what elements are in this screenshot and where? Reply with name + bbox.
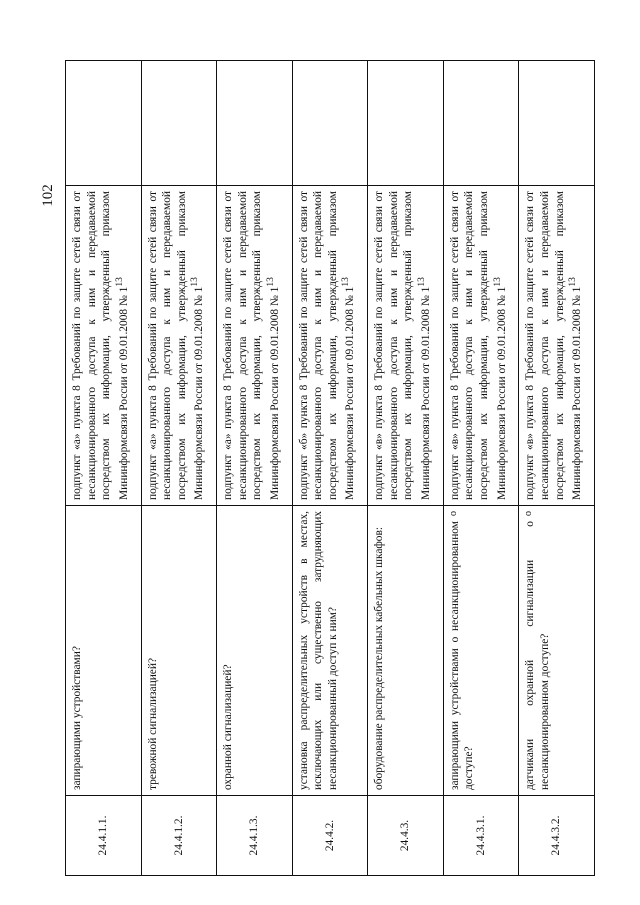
question-cell: охранной сигнализацией? [217,506,293,796]
table-row [217,61,293,876]
table-row [141,61,217,876]
requirements-table [65,60,595,876]
footnote-mark: 13 [417,277,428,287]
table-row [368,61,444,876]
page-number [38,155,58,235]
empty-cell [141,61,217,186]
question-cell [519,506,595,796]
footnote-mark: 13 [568,277,579,287]
row-number: 24.4.3.2. [519,796,595,876]
question-cell: запирающими устройствами? [66,506,142,796]
question-text: датчиками охранной сигнализации о несанкционированном доступе? [524,521,551,790]
footnote-mark: 13 [114,277,125,287]
reference-cell [292,186,368,506]
row-number: 24.4.1.2. [141,796,217,876]
table-row [292,61,368,876]
reference-text: подпункт «а» пункта 8 Требований по защите сетей связи от несанкционированного доступа к ним и передаваемой посредством их информации, утвержденный приказом Мининформсвязи России от 09.01.2008 № 1 [222,191,281,500]
table-row [519,61,595,876]
row-number: 24.4.1.1. [66,796,142,876]
reference-cell [141,186,217,506]
row-number: 24.4.1.3. [217,796,293,876]
page-number-text: 102 [39,183,56,207]
question-cell: тревожной сигнализацией? [141,506,217,796]
footnote-mark: 13 [265,277,276,287]
empty-cell [443,61,519,186]
table-row [443,61,519,876]
question-text: запирающими устройствами о несанкционированном доступе? [448,521,476,790]
reference-text: подпункт «в» пункта 8 Требований по защите сетей связи от несанкционированного доступа к ним и передаваемой посредством их информации, утвержденный приказом Мининформсвязи России от 09.01.2008 № 1 [448,191,508,500]
reference-text: подпункт «б» пункта 8 Требований по защите сетей связи от несанкционированного доступа к ним и передаваемой посредством их информации, утвержденный приказом Мининформсвязи России от 09.01.2008 № 1 [297,191,357,500]
question-cell: установка распределительных устройств в местах, исключающих или существенно затрудняющих несанкционированный доступ к ним? [292,506,368,796]
reference-text: подпункт «в» пункта 8 Требований по защите сетей связи от несанкционированного доступа к ним и передаваемой посредством их информации, утвержденный приказом Мининформсвязи России от 09.01.2008 № 1 [524,191,583,500]
table-row [66,61,142,876]
reference-cell [217,186,293,506]
reference-cell [443,186,519,506]
question-cell [443,506,519,796]
circle-marker: о [447,511,459,516]
reference-cell [66,186,142,506]
footnote-mark: 13 [190,277,201,287]
footnote-mark: 13 [492,277,503,287]
reference-cell [519,186,595,506]
question-cell: оборудование распределительных кабельных шкафов: [368,506,444,796]
reference-cell [368,186,444,506]
row-number: 24.4.2. [292,796,368,876]
empty-cell [519,61,595,186]
empty-cell [217,61,293,186]
circle-marker: о [523,511,535,516]
reference-text: подпункт «а» пункта 8 Требований по защите сетей связи от несанкционированного доступа к ним и передаваемой посредством их информации, утвержденный приказом Мининформсвязи России от 09.01.2008 № 1 [71,191,130,500]
row-number: 24.4.3. [368,796,444,876]
footnote-mark: 13 [341,277,352,287]
empty-cell [292,61,368,186]
row-number: 24.4.3.1. [443,796,519,876]
empty-cell [368,61,444,186]
reference-text: подпункт «в» пункта 8 Требований по защите сетей связи от несанкционированного доступа к ним и передаваемой посредством их информации, утвержденный приказом Мининформсвязи России от 09.01.2008 № 1 [373,191,432,500]
empty-cell [66,61,142,186]
rotated-table-container [65,61,595,876]
reference-text: подпункт «а» пункта 8 Требований по защите сетей связи от несанкционированного доступа к ним и передаваемой посредством их информации, утвержденный приказом Мининформсвязи России от 09.01.2008 № 1 [146,191,206,500]
